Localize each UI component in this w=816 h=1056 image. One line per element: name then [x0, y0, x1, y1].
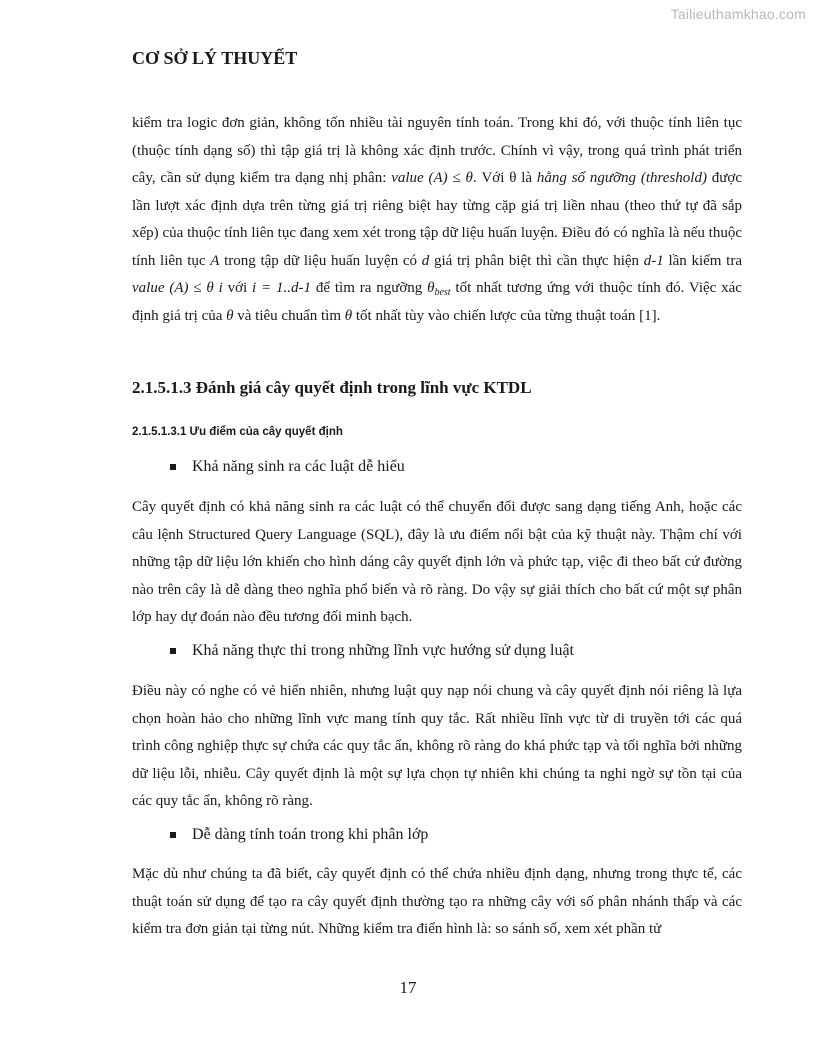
- paragraph: Mặc dù như chúng ta đã biết, cây quyết định có thể chứa nhiều định dạng, nhưng trong thực tế, các thuật toán sử dụng để tạo ra cây quyết định thường tạo ra những cây với số phân nhánh thấp và các kiểm tra đơn giản tại từng nút. Những kiểm tra điển hình là: so sánh số, xem xét phần tử: [132, 866, 742, 937]
- paragraph: Cây quyết định có khả năng sinh ra các luật có thể chuyển đổi được sang dạng tiếng Anh, hoặc các câu lệnh Structured Query Language (SQL), đây là ưu điểm nổi bật của kỹ thuật này. Thậm chí với những tập dữ liệu lớn khiến cho hình dáng cây quyết định lớn và phức tạp, việc đi theo bất cứ đường nào trên cây là dễ dàng theo nghĩa phổ biến và rõ ràng. Do vậy sự giải thích cho bất cứ một sự phân lớp hay dự đoán nào đều tương đối minh bạch.: [132, 499, 742, 625]
- paragraph: Điều này có nghe có vẻ hiển nhiên, nhưng luật quy nạp nói chung và cây quyết định nói riêng là lựa chọn hoàn hảo cho những lĩnh vực mang tính quy tắc. Rất nhiều lĩnh vực từ di truyền tới các quá trình công nghiệp thực sự chứa các quy tắc ẩn, không rõ ràng do khá phức tạp và tối nghĩa bởi những dữ liệu lỗi, nhiễu. Cây quyết định là một sự lựa chọn tự nhiên khi chúng ta nghi ngờ sự tồn tại của các quy tắc ẩn, không rõ ràng.: [132, 683, 742, 809]
- intro-paragraph: kiểm tra logic đơn giản, không tốn nhiều tài nguyên tính toán. Trong khi đó, với thuộc tính liên tục (thuộc tính dạng số) thì tập giá trị là không xác định trước. Chính vì vậy, trong quá trình phát triển cây, cần sử dụng kiểm tra dạng nhị phân: value (A) ≤ θ. Với θ là hằng số ngưỡng (threshold) được lần lượt xác định dựa trên từng giá trị riêng biệt hay từng cặp giá trị liền nhau (theo thứ tự đã sắp xếp) của thuộc tính liên tục đang xem xét trong tập dữ liệu huấn luyện. Điều đó có nghĩa là nếu thuộc tính liên tục A trong tập dữ liệu huấn luyện có d giá trị phân biệt thì cần thực hiện d-1 lần kiểm tra value (A) ≤ θ i với i = 1..d-1 để tìm ra ngưỡng $\theta_{best}$ tốt nhất tương ứng với thuộc tính đó. Việc xác định giá trị của θ và tiêu chuẩn tìm θ tốt nhất tùy vào chiến lược của từng thuật toán [1].: [132, 115, 742, 324]
- intro-paragraph-block: [132, 110, 742, 330]
- bullet-item: Khả năng sinh ra các luật dễ hiểu: [170, 458, 405, 476]
- page-number: 17: [399, 978, 417, 997]
- paragraph-block: [132, 861, 742, 944]
- square-bullet-icon: [170, 832, 176, 838]
- square-bullet-icon: [170, 464, 176, 470]
- bullet-item: Dễ dàng tính toán trong khi phân lớp: [170, 826, 428, 844]
- paragraph-block: [132, 494, 742, 632]
- subsection-heading: 2.1.5.1.3.1 Ưu điểm của cây quyết định: [132, 426, 343, 438]
- watermark: Tailieuthamkhao.com: [670, 6, 806, 22]
- chapter-title: CƠ SỞ LÝ THUYẾT: [132, 48, 298, 68]
- section-heading: 2.1.5.1.3 Đánh giá cây quyết định trong lĩnh vực KTDL: [132, 378, 532, 397]
- square-bullet-icon: [170, 648, 176, 654]
- bullet-item: Khả năng thực thi trong những lĩnh vực hướng sử dụng luật: [170, 642, 574, 660]
- paragraph-block: [132, 678, 742, 816]
